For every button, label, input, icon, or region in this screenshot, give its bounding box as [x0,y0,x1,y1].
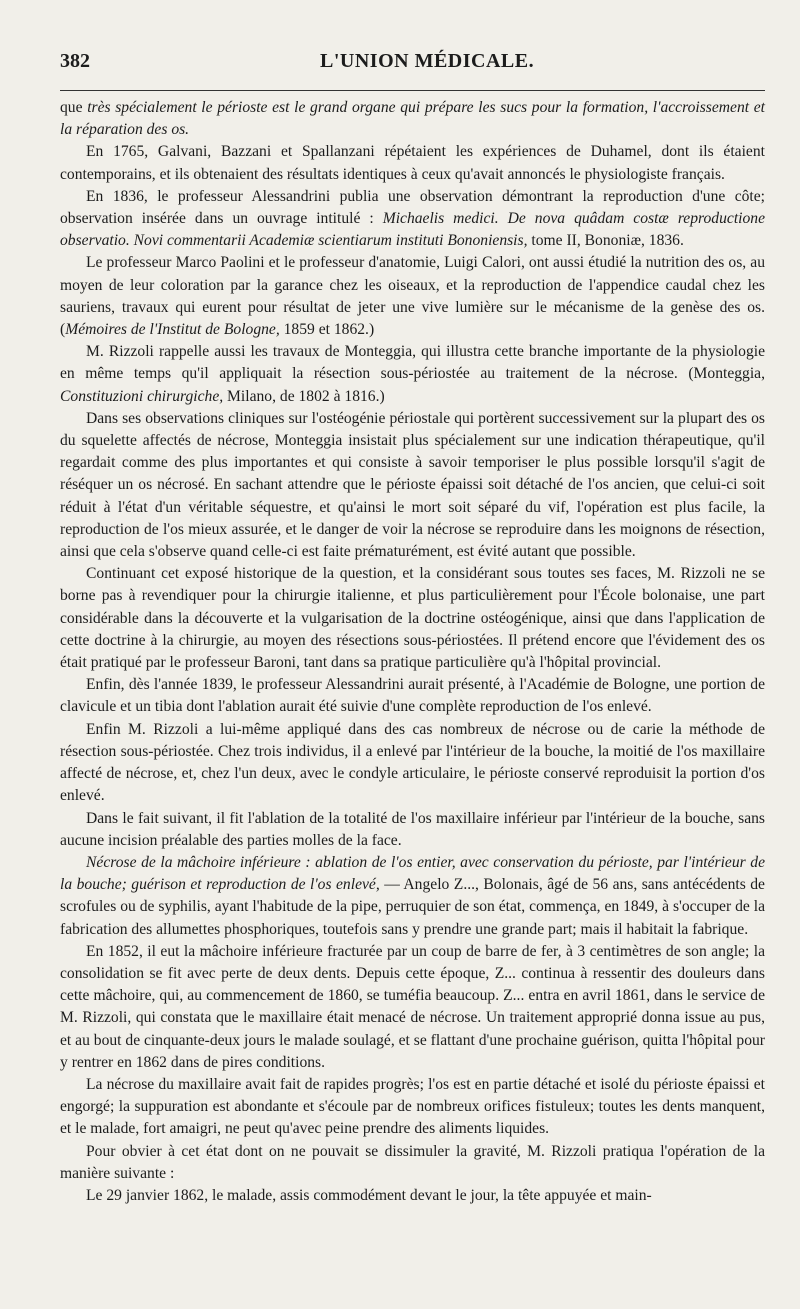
text-run: En 1765, Galvani, Bazzani et Spallanzani répétaient les expériences de Duhamel, dont ils étaient contemporains, et ils obtenaient des résultats identiques à ceux qu'avait annoncés le physiologiste français. [60,143,765,183]
text-run: que [60,99,88,116]
italic-text: Constituzioni chirurgiche, [60,387,224,405]
running-title: L'UNION MÉDICALE. [320,50,535,72]
italic-text: Michaelis medici. De nova quâdam costæ reproductione observatio. Novi commentarii Academiæ scientiarum instituti Bononiensis, [60,210,766,250]
paragraph [60,252,765,341]
paragraph [60,141,765,185]
text-run: Milano, de 1802 à 1816.) [223,387,385,405]
text-run: Enfin M. Rizzoli a lui-même appliqué dans des cas nombreux de nécrose ou de carie la méthode de résection sous-périostée. Chez trois individus, il a enlevé par l'intérieur de la bouche, la moitié de l'os maxillaire affecté de nécrose, et, chez l'un deux, avec le condyle articulaire, le périoste conservé reproduisit la portion d'os enlevé. [60,720,765,805]
paragraph [60,408,765,563]
text-run: En 1836, le professeur Alessandrini publia une observation démontrant la reproduction d'une côte; observation insérée dans un ouvrage intitulé : [60,187,765,228]
italic-text: Mémoires de l'Institut de Bologne, [65,321,280,339]
paragraph [60,1074,765,1141]
text-run: Continuant cet exposé historique de la question, et la considérant sous toutes ses faces, M. Rizzoli ne se borne pas à revendiquer pour la chirurgie italienne, et plus particulièrement pour l'École bolonaise, une part considérable dans la découverte et la vulgarisation de la doctrine ostéogénique, ainsi que dans l'application de cette doctrine à la chirurgie, au moyen des résections sous-périostées. Il prétend encore que l'évidement des os était pratiqué par le professeur Baroni, tant dans sa pratique particulière qu'à l'hôpital provincial. [60,565,765,672]
paragraph [60,1141,765,1185]
paragraph [60,808,765,852]
paragraph [60,852,765,941]
paragraph [60,719,765,808]
italic-text: très spécialement le périoste est le grand organe qui prépare les sucs pour la formation, l'accroissement et la réparation des os. [60,99,765,139]
paragraph [60,186,765,253]
text-run: En 1852, il eut la mâchoire inférieure fracturée par un coup de barre de fer, à 3 centimètres de son angle; la consolidation se fit avec perte de deux dents. Depuis cette époque, Z... continua à ressentir des douleurs dans cette mâchoire, qui, au commencement de 1860, se tuméfia beaucoup. Z... entra en avril 1861, dans le service de M. Rizzoli, qui constata que le maxillaire était menacé de nécrose. Un traitement approprié donna issue au pus, et au bout de cinquante-deux jours le malade soulagé, et se flattant d'une prochaine guérison, quitta l'hôpital pour y rentrer en 1862 dans de pires conditions. [60,942,765,1071]
text-run: Le professeur Marco Paolini et le professeur d'anatomie, Luigi Calori, ont aussi étudié la nutrition des os, au moyen de leur coloration par la garance chez les oiseaux, et la reproduction de l'appendice caudal chez les sauriens, travaux qui eurent pour résultat de jeter une vive lumière sur le mécanisme de la genèse des os. ( [60,254,765,339]
paragraph [60,341,765,408]
italic-text: Nécrose de la mâchoire inférieure : ablation de l'os entier, avec conservation du périoste, par l'intérieur de la bouche; guérison et reproduction de l'os enlevé, [60,853,765,894]
text-run: M. Rizzoli rappelle aussi les travaux de Monteggia, qui illustra cette branche importante de la physiologie en même temps qu'il appliquait la résection sous-périostée au traitement de la nécrose. (Monteggia, [60,343,765,383]
body-text [60,97,765,1207]
text-run: Enfin, dès l'année 1839, le professeur Alessandrini aurait présenté, à l'Académie de Bologne, une portion de clavicule et un tibia dont l'ablation aurait été suivie d'une complète reproduction de l'os enlevé. [60,676,765,716]
text-run: Pour obvier à cet état dont on ne pouvait se dissimuler la gravité, M. Rizzoli pratiqua l'opération de la manière suivante : [60,1142,765,1182]
text-run: — Angelo Z..., Bolonais, âgé de 56 ans, sans antécédents de scrofules ou de syphilis, ayant l'habitude de la pipe, perruquier de son état, commença, en 1849, à s'occuper de la fabrication des allumettes phosphoriques, toutefois sans y prendre une grande part; mais il habitait la fabrique. [60,876,765,938]
text-run: 1859 et 1862.) [279,321,375,339]
paragraph [60,941,765,1074]
paragraph [60,674,765,718]
text-run: tome II, Bononiæ, 1836. [527,232,684,250]
text-run: La nécrose du maxillaire avait fait de rapides progrès; l'os est en partie détaché et isolé du périoste épaissi et engorgé; la suppuration est abondante et s'écoule par de nombreux orifices fistuleux; toutes les dents manquent, et le malade, fort amaigri, ne peut qu'avec peine prendre des aliments liquides. [60,1075,765,1138]
page-number: 382 [60,50,90,72]
page-header [60,0,765,82]
paragraph [60,97,765,141]
text-run: Le 29 janvier 1862, le malade, assis commodément devant le jour, la tête appuyée et main- [86,1186,652,1204]
header-rule [60,90,765,91]
text-run: Dans ses observations cliniques sur l'ostéogénie périostale qui portèrent successivement sur la plupart des os du squelette affectés de nécrose, Monteggia insistait plus spécialement sur une indication thérapeutique, qu'il regardait comme des plus importantes et qui consiste à savoir temporiser le plus possible lorsqu'il s'agit de réséquer un os nécrosé. En sachant attendre que le périoste épaissi soit détaché de l'os ancien, que celui-ci soit réduit à l'état d'un véritable séquestre, et qu'ainsi le mort soit séparé du vif, l'opération est plus facile, la reproduction de l'os mieux assurée, et le danger de voir la nécrose se reproduire dans les moignons de résection, ainsi que cela s'observe quand celle-ci est faite prématurément, est évité autant que possible. [60,409,765,561]
paragraph [60,563,765,674]
paragraph [60,1185,765,1207]
text-run: Dans le fait suivant, il fit l'ablation de la totalité de l'os maxillaire inférieur par l'intérieur de la bouche, sans aucune incision préalable des parties molles de la face. [60,809,765,849]
